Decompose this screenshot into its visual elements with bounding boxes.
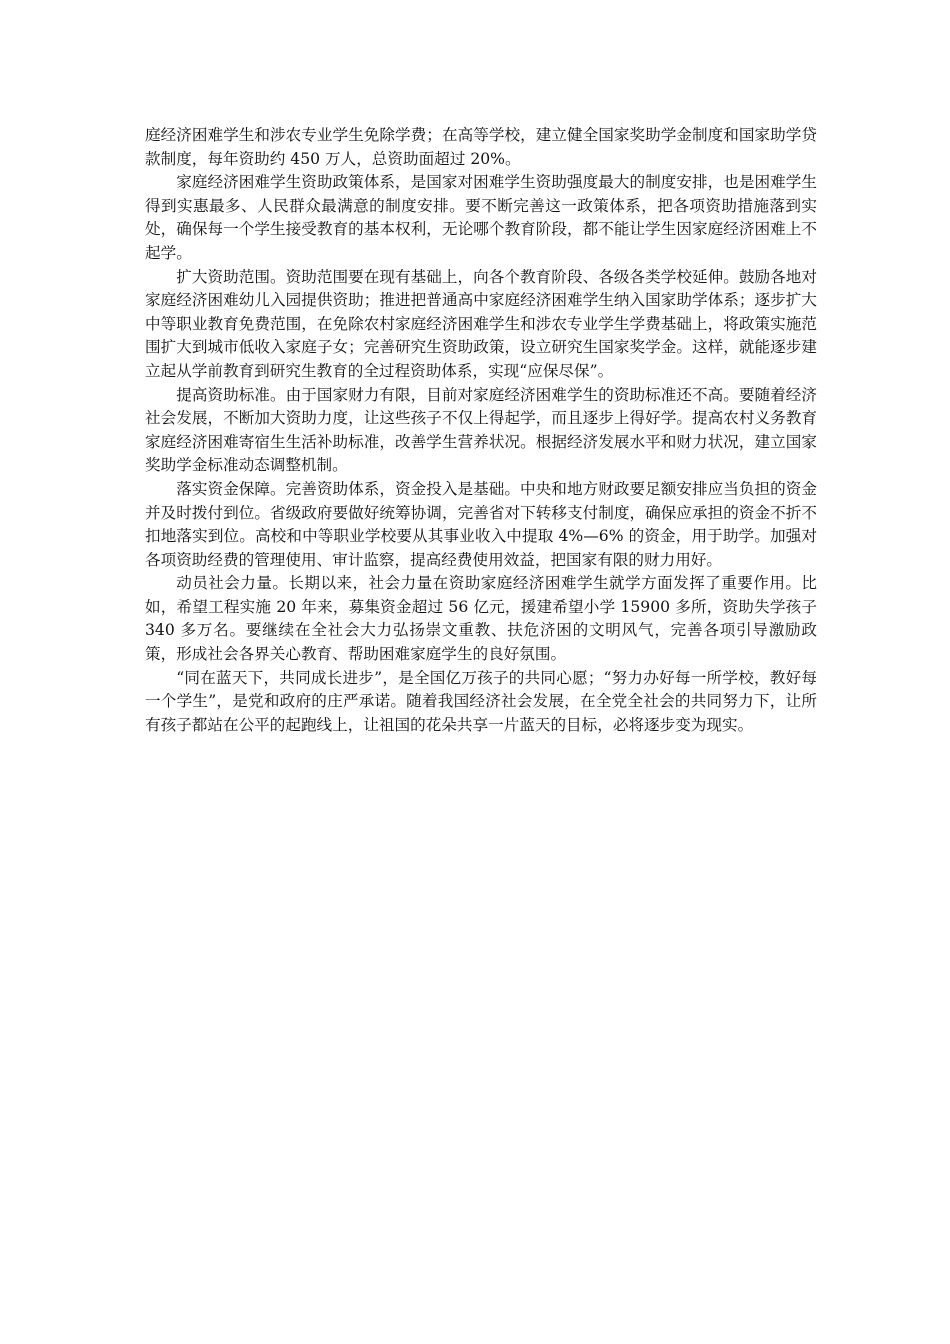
paragraph-fund-guarantee: 落实资金保障。完善资助体系，资金投入是基础。中央和地方财政要足额安排应当负担的资金并及时拨付到位。省级政府要做好统筹协调，完善省对下转移支付制度，确保应承担的资金不折不扣地落实到位。高校和中等职业学校要从其事业收入中提取 4%—6% 的资金，用于助学。加强对各项资助经费的管理使用、审计监察，提高经费使用效益，把国家有限的财力用好。 bbox=[145, 479, 817, 569]
paragraph-policy-system: 家庭经济困难学生资助政策体系，是国家对困难学生资助强度最大的制度安排，也是困难学生得到实惠最多、人民群众最满意的制度安排。要不断完善这一政策体系，把各项资助措施落到实处，确保每一个学生接受教育的基本权利，无论哪个教育阶段，都不能让学生因家庭经济困难上不起学。 bbox=[145, 173, 817, 262]
document-body bbox=[145, 124, 817, 737]
paragraph-social-forces: 动员社会力量。长期以来，社会力量在资助家庭经济困难学生就学方面发挥了重要作用。比如，希望工程实施 20 年来，募集资金超过 56 亿元，援建希望小学 15900 多所，资助失学孩子 340 多万名。要继续在全社会大力弘扬崇文重教、扶危济困的文明风气，完善各项引导激励政策，形成社会各界关心教育、帮助困难家庭学生的良好氛围。 bbox=[145, 574, 817, 664]
paragraph-expand-scope: 扩大资助范围。资助范围要在现有基础上，向各个教育阶段、各级各类学校延伸。鼓励各地对家庭经济困难幼儿入园提供资助；推进把普通高中家庭经济困难学生纳入国家助学体系；逐步扩大中等职业教育免费范围，在免除农村家庭经济困难学生和涉农专业学生学费基础上，将政策实施范围扩大到城市低收入家庭子女；完善研究生资助政策，设立研究生国家奖学金。这样，就能逐步建立起从学前教育到研究生教育的全过程资助体系，实现“应保尽保”。 bbox=[145, 267, 817, 380]
paragraph-raise-standard: 提高资助标准。由于国家财力有限，目前对家庭经济困难学生的资助标准还不高。要随着经济社会发展，不断加大资助力度，让这些孩子不仅上得起学，而且逐步上得好学。提高农村义务教育家庭经济困难寄宿生生活补助标准，改善学生营养状况。根据经济发展水平和财力状况，建立国家奖助学金标准动态调整机制。 bbox=[145, 385, 817, 475]
paragraph-continuation: 庭经济困难学生和涉农专业学生免除学费；在高等学校，建立健全国家奖助学金制度和国家助学贷款制度，每年资助约 450 万人，总资助面超过 20%。 bbox=[145, 126, 817, 168]
paragraph-conclusion: “同在蓝天下，共同成长进步”，是全国亿万孩子的共同心愿；“努力办好每一所学校，教好每一个学生”，是党和政府的庄严承诺。随着我国经济社会发展，在全党全社会的共同努力下，让所有孩子都站在公平的起跑线上，让祖国的花朵共享一片蓝天的目标，必将逐步变为现实。 bbox=[145, 668, 817, 734]
